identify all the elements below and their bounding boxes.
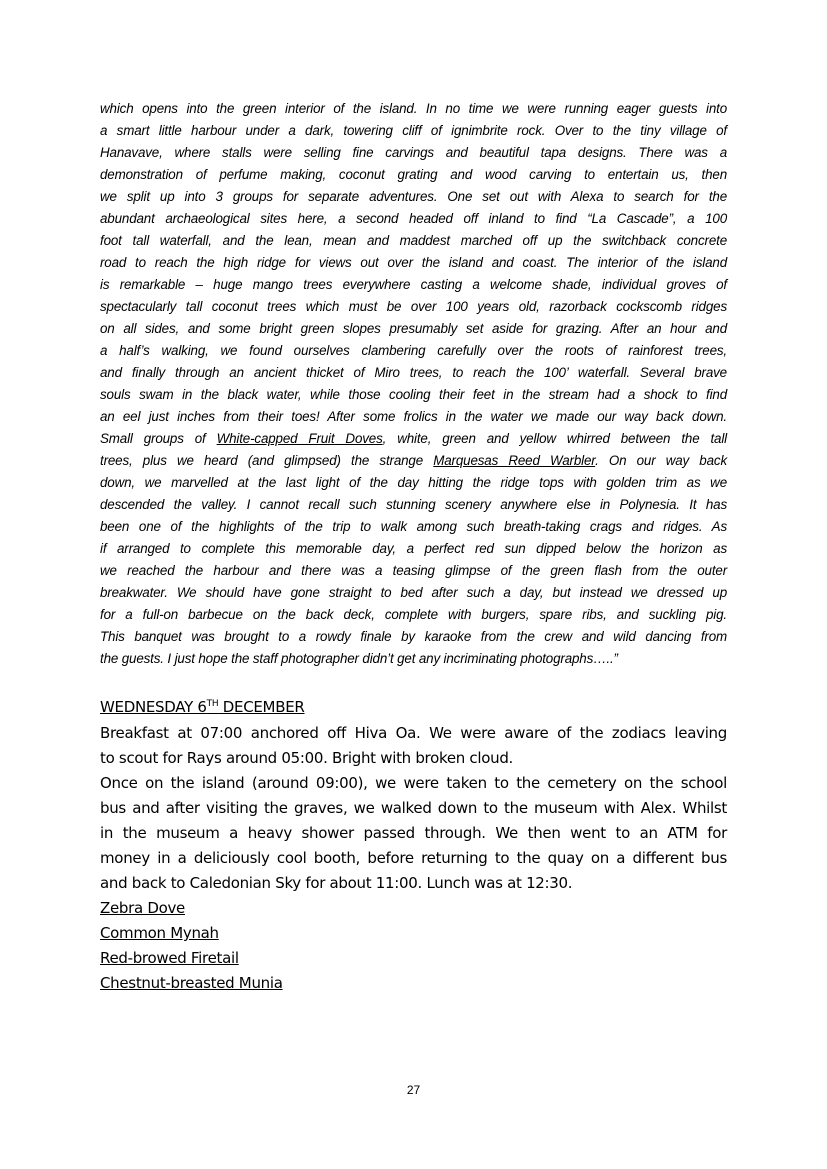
text-segment: Hanavave, where stalls were selling fine carvings and beautiful tapa designs. There was a [100, 145, 727, 160]
text-line [100, 560, 727, 582]
text-line [100, 164, 727, 186]
text-line [100, 871, 727, 896]
text-segment: spectacularly tall coconut trees which must be over 100 years old, razorback cockscomb ridges [100, 299, 727, 314]
text-segment: trees, plus we heard (and glimpsed) the strange [100, 453, 434, 468]
text-line [100, 274, 727, 296]
text-line [100, 186, 727, 208]
text-line [100, 604, 727, 626]
text-segment: abundant archaeological sites here, a second headed off inland to find “La Cascade”, a 100 [100, 211, 727, 226]
text-line [100, 821, 727, 846]
text-line [100, 384, 727, 406]
heading-superscript: TH [206, 699, 219, 709]
text-line [100, 230, 727, 252]
heading-text: DECEMBER [218, 698, 305, 716]
text-segment: in the museum a heavy shower passed through. We then went to an ATM for [100, 824, 727, 842]
day-heading [100, 695, 305, 720]
text-line [100, 721, 727, 746]
text-line [100, 98, 727, 120]
text-line [100, 516, 727, 538]
text-segment: we split up into 3 groups for separate adventures. One set out with Alexa to search for the [100, 189, 727, 204]
text-segment: This banquet was brought to a rowdy finale by karaoke from the crew and wild dancing from [100, 629, 727, 644]
text-segment: bus and after visiting the graves, we walked down to the museum with Alex. Whilst [100, 799, 727, 817]
text-line [100, 472, 727, 494]
text-line [100, 142, 727, 164]
bird-name: Chestnut-breasted Munia [100, 974, 283, 992]
text-segment: road to reach the high ridge for views out over the island and coast. The interior of the island [100, 255, 727, 270]
text-segment: if arranged to complete this memorable day, a perfect red sun dipped below the horizon as [100, 541, 727, 556]
bird-name: Red-browed Firetail [100, 949, 239, 967]
text-line [100, 648, 727, 670]
text-line [100, 318, 727, 340]
text-line [100, 538, 727, 560]
text-segment: money in a deliciously cool booth, before returning to the quay on a different bus [100, 849, 727, 867]
text-segment: we reached the harbour and there was a teasing glimpse of the green flash from the outer [100, 563, 727, 578]
text-segment: a half’s walking, we found ourselves clambering carefully over the roots of rainforest trees, [100, 343, 727, 358]
text-segment: a smart little harbour under a dark, towering cliff of ignimbrite rock. Over to the tiny village of [100, 123, 727, 138]
text-segment: and back to Caledonian Sky for about 11:00. Lunch was at 12:30. [100, 874, 573, 892]
text-segment: to scout for Rays around 05:00. Bright with broken cloud. [100, 749, 514, 767]
text-segment: souls swam in the black water, while those cooling their feet in the stream had a shock to find [100, 387, 727, 402]
text-segment: down, we marvelled at the last light of the day hitting the ridge tops with golden trim as we [100, 475, 727, 490]
bird-name: Common Mynah [100, 924, 219, 942]
text-segment: and finally through an ancient thicket of Miro trees, to reach the 100’ waterfall. Several brave [100, 365, 727, 380]
species-link: White-capped Fruit Doves [216, 431, 383, 446]
text-line [100, 796, 727, 821]
text-line [100, 771, 727, 796]
text-segment: an eel just inches from their toes! After some frolics in the water we made our way back down. [100, 409, 727, 424]
text-line [100, 846, 727, 871]
text-line [100, 582, 727, 604]
text-segment: Once on the island (around 09:00), we were taken to the cemetery on the school [100, 774, 727, 792]
bird-name: Zebra Dove [100, 899, 185, 917]
text-segment: on all sides, and some bright green slopes presumably set aside for grazing. After an hour and [100, 321, 727, 336]
text-segment: for a full-on barbecue on the back deck, complete with burgers, spare ribs, and suckling pig. [100, 607, 727, 622]
text-segment: breakwater. We should have gone straight to bed after such a day, but instead we dressed up [100, 585, 727, 600]
text-line [100, 296, 727, 318]
text-segment: Breakfast at 07:00 anchored off Hiva Oa. We were aware of the zodiacs leaving [100, 724, 727, 742]
text-segment: demonstration of perfume making, coconut grating and wood carving to entertain us, then [100, 167, 727, 182]
text-line [100, 208, 727, 230]
species-link: Marquesas Reed Warbler [433, 453, 596, 468]
text-line [100, 746, 727, 771]
text-segment: descended the valley. I cannot recall such stunning scenery anywhere else in Polynesia. It has [100, 497, 727, 512]
text-line [100, 626, 727, 648]
text-segment: , white, green and yellow whirred between the tall [382, 431, 727, 446]
text-line [100, 406, 727, 428]
heading-text: WEDNESDAY 6 [100, 698, 207, 716]
text-segment: the guests. I just hope the staff photographer didn’t get any incriminating photographs…..” [100, 651, 618, 666]
text-segment: foot tall waterfall, and the lean, mean and maddest marched off up the switchback concrete [100, 233, 727, 248]
text-segment: . On our way back [595, 453, 727, 468]
text-segment: which opens into the green interior of the island. In no time we were running eager guests into [100, 101, 727, 116]
text-line [100, 428, 727, 450]
text-line [100, 340, 727, 362]
page-number: 27 [406, 1083, 421, 1097]
text-line [100, 120, 727, 142]
text-line [100, 494, 727, 516]
text-line [100, 450, 727, 472]
text-segment: been one of the highlights of the trip to walk among such breath-taking crags and ridges. As [100, 519, 727, 534]
text-segment: Small groups of [100, 431, 217, 446]
text-line [100, 362, 727, 384]
text-segment: is remarkable – huge mango trees everywhere casting a welcome shade, individual groves of [100, 277, 727, 292]
text-line [100, 252, 727, 274]
